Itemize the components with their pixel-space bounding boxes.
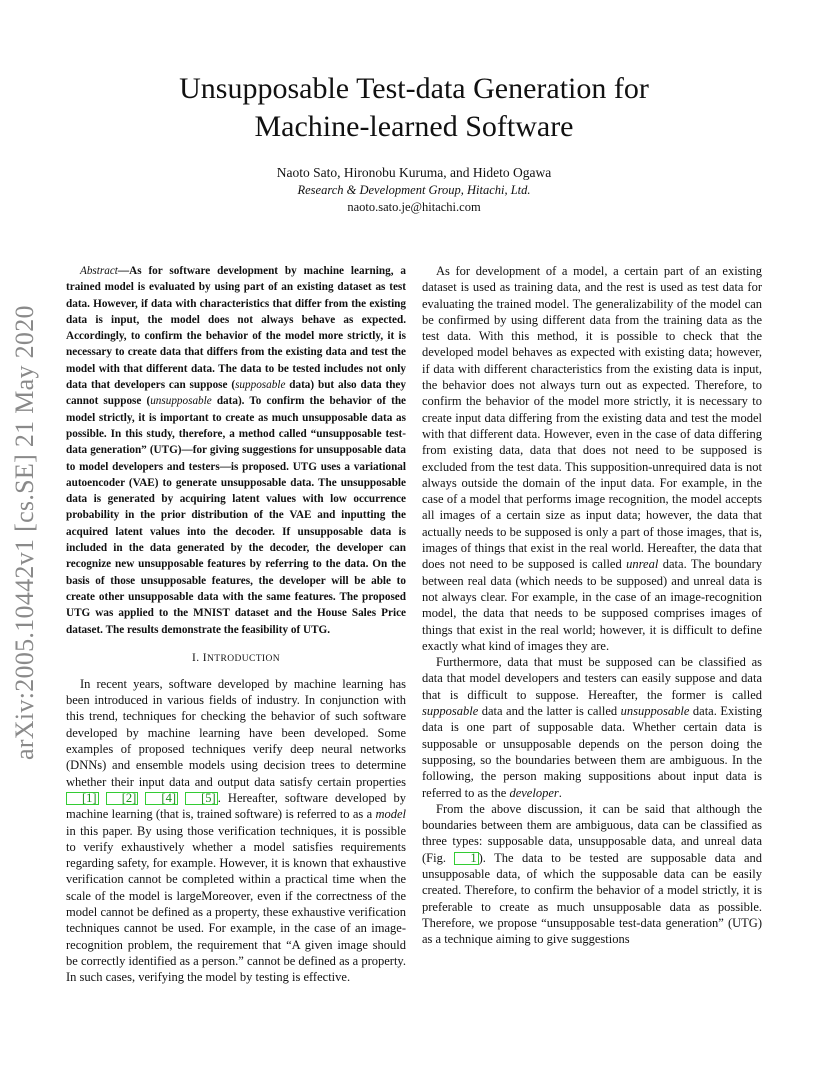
p3-text-b: data and the latter is called	[478, 704, 621, 719]
p2-text-a: As for development of a model, a certain part of an existing dataset is used as training data, and the rest is used as test data for evaluating the trained model. The generalizability of the model can be confirmed by using different data from the training data as the test data. With this method, it is possible to check that the developed model behaves as expected with existing data; however, if data with different characteristics from the existing data is input, the behavior does not always turn out as expected. Therefore, to confirm the behavior of the model more strictly, it is necessary to create input data differing from the existing data and test the model with that different data. However, even in the case of data differing from existing data, data that does not need to be supposed is excluded from the test data. This supposition-unrequired data is not always outside the domain of the input data. For example, in the case of a model that performs image recognition, the model accepts all images of a certain size as input data; however, the data that actually needs to be supposed is only a part of those images, that is, images of things that exist in the real world. Hereafter, the data that does not need to be supposed is called	[422, 264, 762, 572]
abstract-italic-1: supposable	[235, 379, 286, 392]
intro-text-a: In recent years, software developed by machine learning has been introduced in various fields of industry. In conjunction with this trend, techniques for checking the behavior of such software developed by machine learning have been developed. Some examples of proposed techniques verify deep neural networks (DNNs) and ensemble models using decision trees to determine whether their input data and output data satisfy certain properties	[66, 676, 406, 789]
p4-text-a: From the above discussion, it can be said that although the boundaries between them are ambiguous, data can be classified as three types: supposable data, unsupposable data, and unreal data (Fig.	[422, 801, 762, 865]
intro-text-b: . Hereafter, software developed by machine learning (that is, trained software) is referred to as a	[66, 790, 407, 822]
p2-italic-unreal: unreal	[626, 557, 659, 572]
p3-italic-developer: developer	[509, 785, 559, 800]
p2-text-b: data. The boundary between real data (which needs to be supposed) and unreal data is not always clear. For example, in the case of an image-recognition model, the data that needs to be supposed comprises images of things that exist in the real world; however, it is difficult to define exactly what kind of images they are.	[422, 557, 762, 653]
citation-link[interactable]: [4]	[145, 792, 178, 805]
arxiv-identifier: arXiv:2005.10442v1 [cs.SE] 21 May 2020	[10, 305, 39, 760]
p4-text-b: ). The data to be tested are supposable data and unsupposable data, of which the supposable data can be easily created. Therefore, to confirm the behavior of a model strictly, it is preferable to create as much unsupposable data as possible. Therefore, we propose “unsupposable test-data generation” (UTG) as a technique aiming to give suggestions	[422, 850, 762, 947]
body-paragraph-4	[422, 801, 762, 948]
abstract	[66, 263, 406, 638]
paper-title	[100, 70, 728, 146]
citation-link[interactable]: [5]	[185, 792, 218, 805]
title-line-2: Machine-learned Software	[254, 110, 574, 143]
section-title-rest: NTRODUCTION	[207, 653, 281, 664]
intro-text-c: in this paper. By using those verification techniques, it is possible to verify exhaustively whether a model satisfies requirements regarding safety, for example. However, it is known that exhaustive verification cannot be completed within a practical time when the scale of the model is largeMoreover, even if the correctness of the model cannot be defined as a property, these exhaustive verification techniques cannot be used. For example, in the case of an image-recognition problem, the requirement that “A given image should be correctly identified as a person.” cannot be defined as a property. In such cases, verifying the model by testing is effective.	[66, 823, 406, 985]
affiliation: Research & Development Group, Hitachi, Ltd.	[297, 183, 531, 197]
body-paragraph-3	[422, 654, 762, 801]
citation-link[interactable]: [2]	[106, 792, 139, 805]
citation-link[interactable]: [1]	[66, 792, 99, 805]
abstract-label: Abstract	[80, 265, 118, 277]
left-column	[66, 263, 406, 985]
abstract-italic-2: unsupposable	[150, 395, 212, 408]
abstract-text-3: data). To confirm the behavior of the model strictly, it is important to create as much unsupposable data as possible. In this study, therefore, a method called “unsupposable test-data generation” (UTG)—for giving suggestions for unsupposable data to model developers and testers—is proposed. UTG uses a variational autoencoder (VAE) to generate unsupposable data. The unsupposable data is generated by acquiring latent values with low occurrence probability in the prior distribution of the VAE and inputting the acquired latent values into the decoder. If unsupposable data is included in the data generated by the decoder, the developer can recognize new unsupposable features by referring to the data. On the basis of those unsupposable features, the developer will be able to create other unsupposable data with the same features. The proposed UTG was applied to the MNIST dataset and the House Sales Price dataset. The results demonstrate the feasibility of UTG.	[66, 395, 407, 636]
section-heading-introduction	[66, 652, 406, 664]
intro-paragraph-1	[66, 676, 406, 986]
section-number: I.	[191, 651, 200, 664]
p3-italic-supposable: supposable	[422, 704, 479, 719]
arxiv-stamp	[10, 0, 60, 1072]
section-first-letter: I	[202, 651, 207, 664]
p3-italic-unsupposable: unsupposable	[620, 704, 690, 719]
abstract-text-1: —As for software development by machine learning, a trained model is evaluated by using part of an existing dataset as test data. However, if data with characteristics that differ from the existing data is input, the model does not always behave as expected. Accordingly, to confirm the behavior of the model more strictly, it is necessary to create data that differs from the existing data and test the model with that different data. The data to be tested includes not only data that developers can suppose (	[66, 265, 406, 392]
p3-text-d: .	[558, 785, 562, 800]
figure-link[interactable]: 1	[454, 852, 478, 865]
body-paragraph-2	[422, 263, 762, 654]
p3-text-a: Furthermore, data that must be supposed can be classified as data that model developers and testers can easily suppose and data that is difficult to suppose. Hereafter, the former is called	[422, 655, 762, 702]
email: naoto.sato.je@hitachi.com	[347, 200, 481, 214]
p3-text-c: data. Existing data is one part of supposable data. Whether certain data is supposable or unsupposable depends on the person doing the supposing, so the boundaries between them are ambiguous. In the following, the person making suppositions about input data is referred to as the	[422, 704, 762, 800]
title-line-1: Unsupposable Test-data Generation for	[179, 72, 649, 105]
intro-italic-model: model	[375, 807, 406, 822]
abstract-text-2: data) but also data they cannot suppose (	[66, 379, 406, 408]
authors: Naoto Sato, Hironobu Kuruma, and Hideto Ogawa	[276, 165, 552, 180]
right-column	[422, 263, 762, 947]
